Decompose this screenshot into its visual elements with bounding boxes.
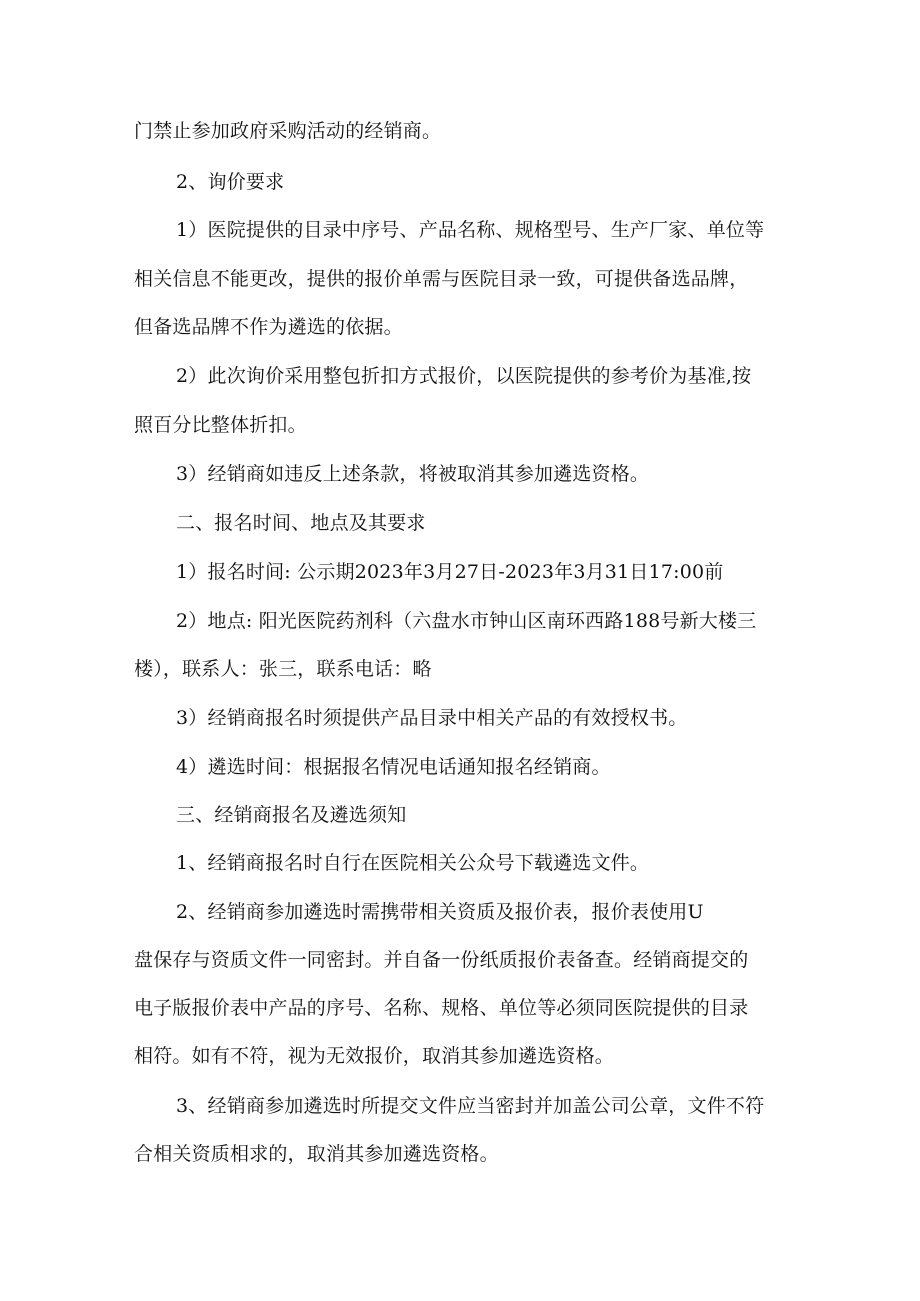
paragraph-line: 1、经销商报名时自行在医院相关公众号下载遴选文件。 <box>176 852 650 874</box>
section-heading: 2、询价要求 <box>176 171 285 193</box>
paragraph-line: 2）地点: 阳光医院药剂科（六盘水市钟山区南环西路188号新大楼三 <box>176 610 757 632</box>
paragraph-line: 2、经销商参加遴选时需携带相关资质及报价表，报价表使用U <box>176 901 704 923</box>
paragraph-line: 照百分比整体折扣。 <box>134 414 307 436</box>
paragraph-line: 楼），联系人：张三，联系电话：略 <box>134 658 432 680</box>
paragraph-line: 合相关资质相求的，取消其参加遴选资格。 <box>134 1143 499 1165</box>
section-heading: 二、报名时间、地点及其要求 <box>176 512 426 534</box>
section-heading: 三、经销商报名及遴选须知 <box>176 804 407 826</box>
paragraph-line: 电子版报价表中产品的序号、名称、规格、单位等必须同医院提供的目录 <box>134 997 749 1019</box>
paragraph-line: 盘保存与资质文件一同密封。并自备一份纸质报价表备查。经销商提交的 <box>134 949 749 971</box>
paragraph-line: 但备选品牌不作为遴选的依据。 <box>134 316 403 338</box>
paragraph-line: 3）经销商报名时须提供产品目录中相关产品的有效授权书。 <box>176 707 688 729</box>
paragraph-line: 3）经销商如违反上述条款，将被取消其参加遴选资格。 <box>176 463 650 485</box>
paragraph-line: 3、经销商参加遴选时所提交文件应当密封并加盖公司公章，文件不符 <box>176 1095 765 1117</box>
paragraph-line: 1）医院提供的目录中序号、产品名称、规格型号、生产厂家、单位等 <box>176 219 765 241</box>
paragraph-line: 4）遴选时间：根据报名情况电话通知报名经销商。 <box>176 756 611 778</box>
paragraph-line: 2）此次询价采用整包折扣方式报价，以医院提供的参考价为基准,按 <box>176 365 752 387</box>
paragraph-line: 门禁止参加政府采购活动的经销商。 <box>134 120 442 142</box>
paragraph-line: 相符。如有不符，视为无效报价，取消其参加遴选资格。 <box>134 1045 615 1067</box>
paragraph-line: 相关信息不能更改，提供的报价单需与医院目录一致，可提供备选品牌， <box>134 268 749 290</box>
paragraph-line: 1）报名时间: 公示期2023年3月27日-2023年3月31日17:00前 <box>176 561 724 583</box>
